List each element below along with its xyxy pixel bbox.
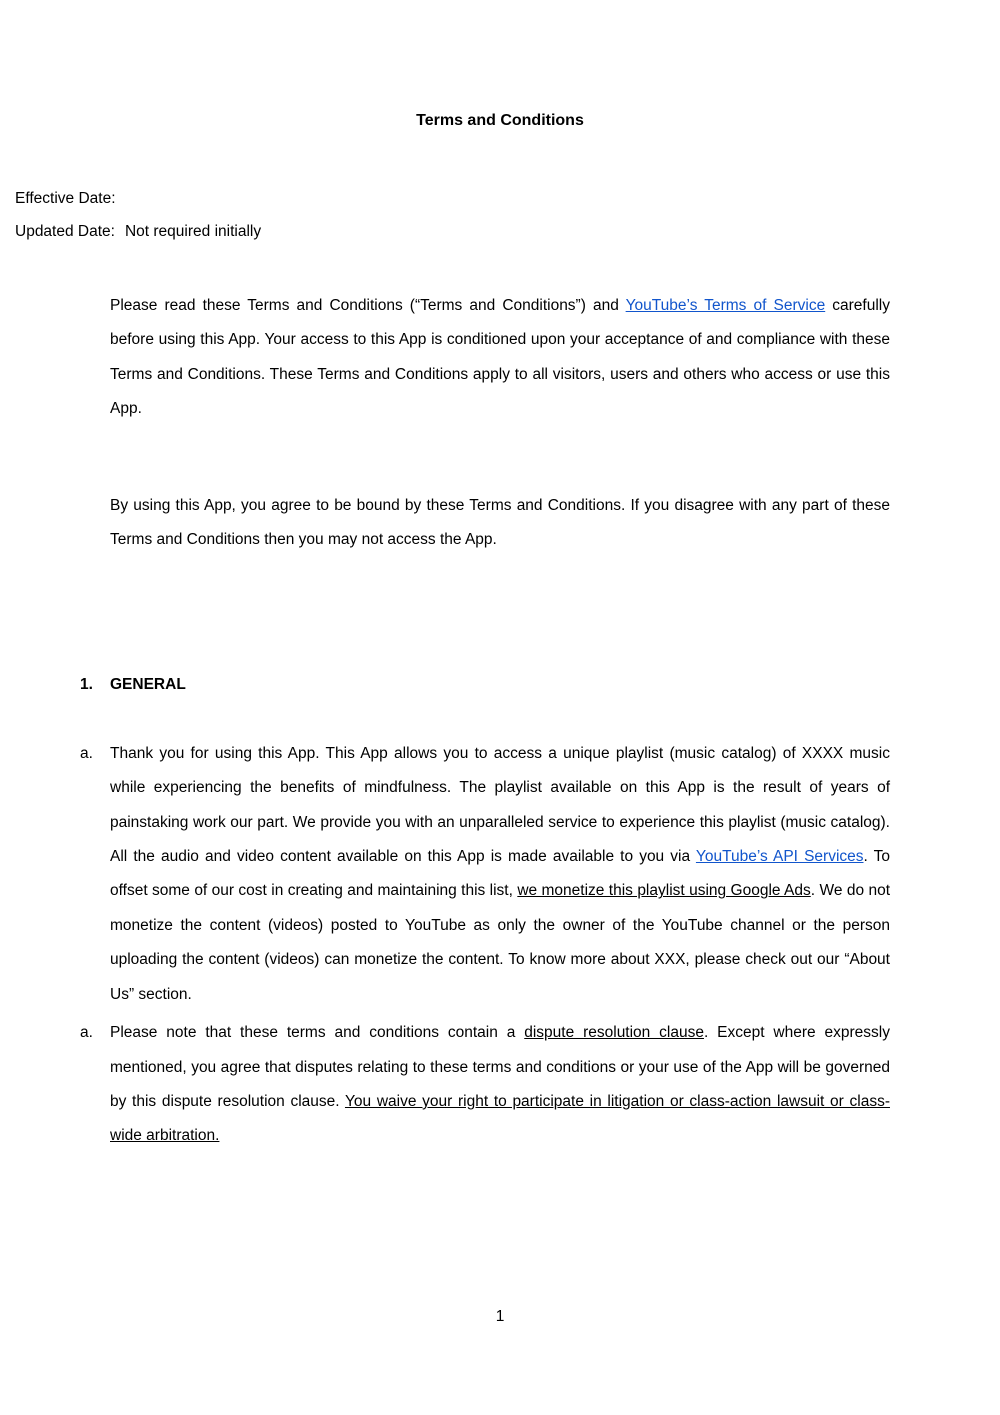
updated-date-line	[15, 215, 1000, 248]
agreement-paragraph: By using this App, you agree to be bound by these Terms and Conditions. If you disagree with any part of these Terms and Conditions then you may not access the App.	[110, 496, 890, 549]
dates-block	[15, 182, 1000, 248]
updated-date-label: Updated Date:	[15, 223, 115, 240]
youtube-api-services-link[interactable]: YouTube’s API Services	[695, 848, 864, 866]
a2-underlined-dispute-clause: dispute resolution clause	[524, 1024, 704, 1042]
a1-text-2: . To offset some of our cost in creating and maintaining this list,	[110, 848, 891, 900]
section-1-number: 1.	[80, 676, 93, 694]
a2-text-2: . Except where expressly mentioned, you agree that disputes relating to these terms and conditions or your use of the App will be governed by this dispute resolution clause.	[110, 1024, 890, 1110]
a1-underlined-monetize: we monetize this playlist using Google Ads	[517, 882, 811, 900]
intro-text-2: carefully before using this App. Your access to this App is conditioned upon your acceptance of and compliance with these Terms and Conditions. These Terms and Conditions apply to all visitors, users and others who access or use this App.	[110, 297, 890, 418]
section-1-heading	[80, 668, 890, 702]
youtube-terms-of-service-link[interactable]: YouTube’s Terms of Service	[625, 297, 826, 314]
list-item-a1-marker: a.	[80, 744, 93, 762]
list-item-a2	[80, 1016, 890, 1154]
page-number: 1	[495, 1308, 505, 1325]
intro-paragraph	[110, 289, 890, 427]
list-item-a1	[80, 737, 890, 1012]
list-item-a2-marker: a.	[80, 1024, 93, 1042]
a2-underlined-waive: You waive your right to participate in litigation or class-action lawsuit or class-wide arbitration.	[110, 1092, 890, 1145]
list-item-a2-text	[110, 1016, 890, 1154]
list-item-a1-text	[110, 737, 890, 1012]
intro-text-1: Please read these Terms and Conditions (“Terms and Conditions”) and	[110, 297, 626, 314]
a1-text-3: . We do not monetize the content (videos) posted to YouTube as only the owner of the YouTube channel or the person uploading the content (videos) can monetize the content. To know more about XXX, please check out our “About Us” section.	[110, 882, 891, 1003]
effective-date-label: Effective Date:	[15, 190, 116, 207]
effective-date-line	[15, 182, 1000, 215]
page-title: Terms and Conditions	[416, 112, 584, 129]
a1-text-1: Thank you for using this App. This App allows you to access a unique playlist (music catalog) of XXXX music while experiencing the benefits of mindfulness. The playlist available on this App is the result of years of painstaking work our part. We provide you with an unparalleled service to experience this playlist (music catalog). All the audio and video content available on this App is made available to you via	[110, 744, 890, 866]
a2-text-1: Please note that these terms and conditions contain a	[110, 1024, 525, 1042]
section-1-title: GENERAL	[110, 676, 186, 694]
updated-date-value: Not required initially	[124, 223, 262, 240]
